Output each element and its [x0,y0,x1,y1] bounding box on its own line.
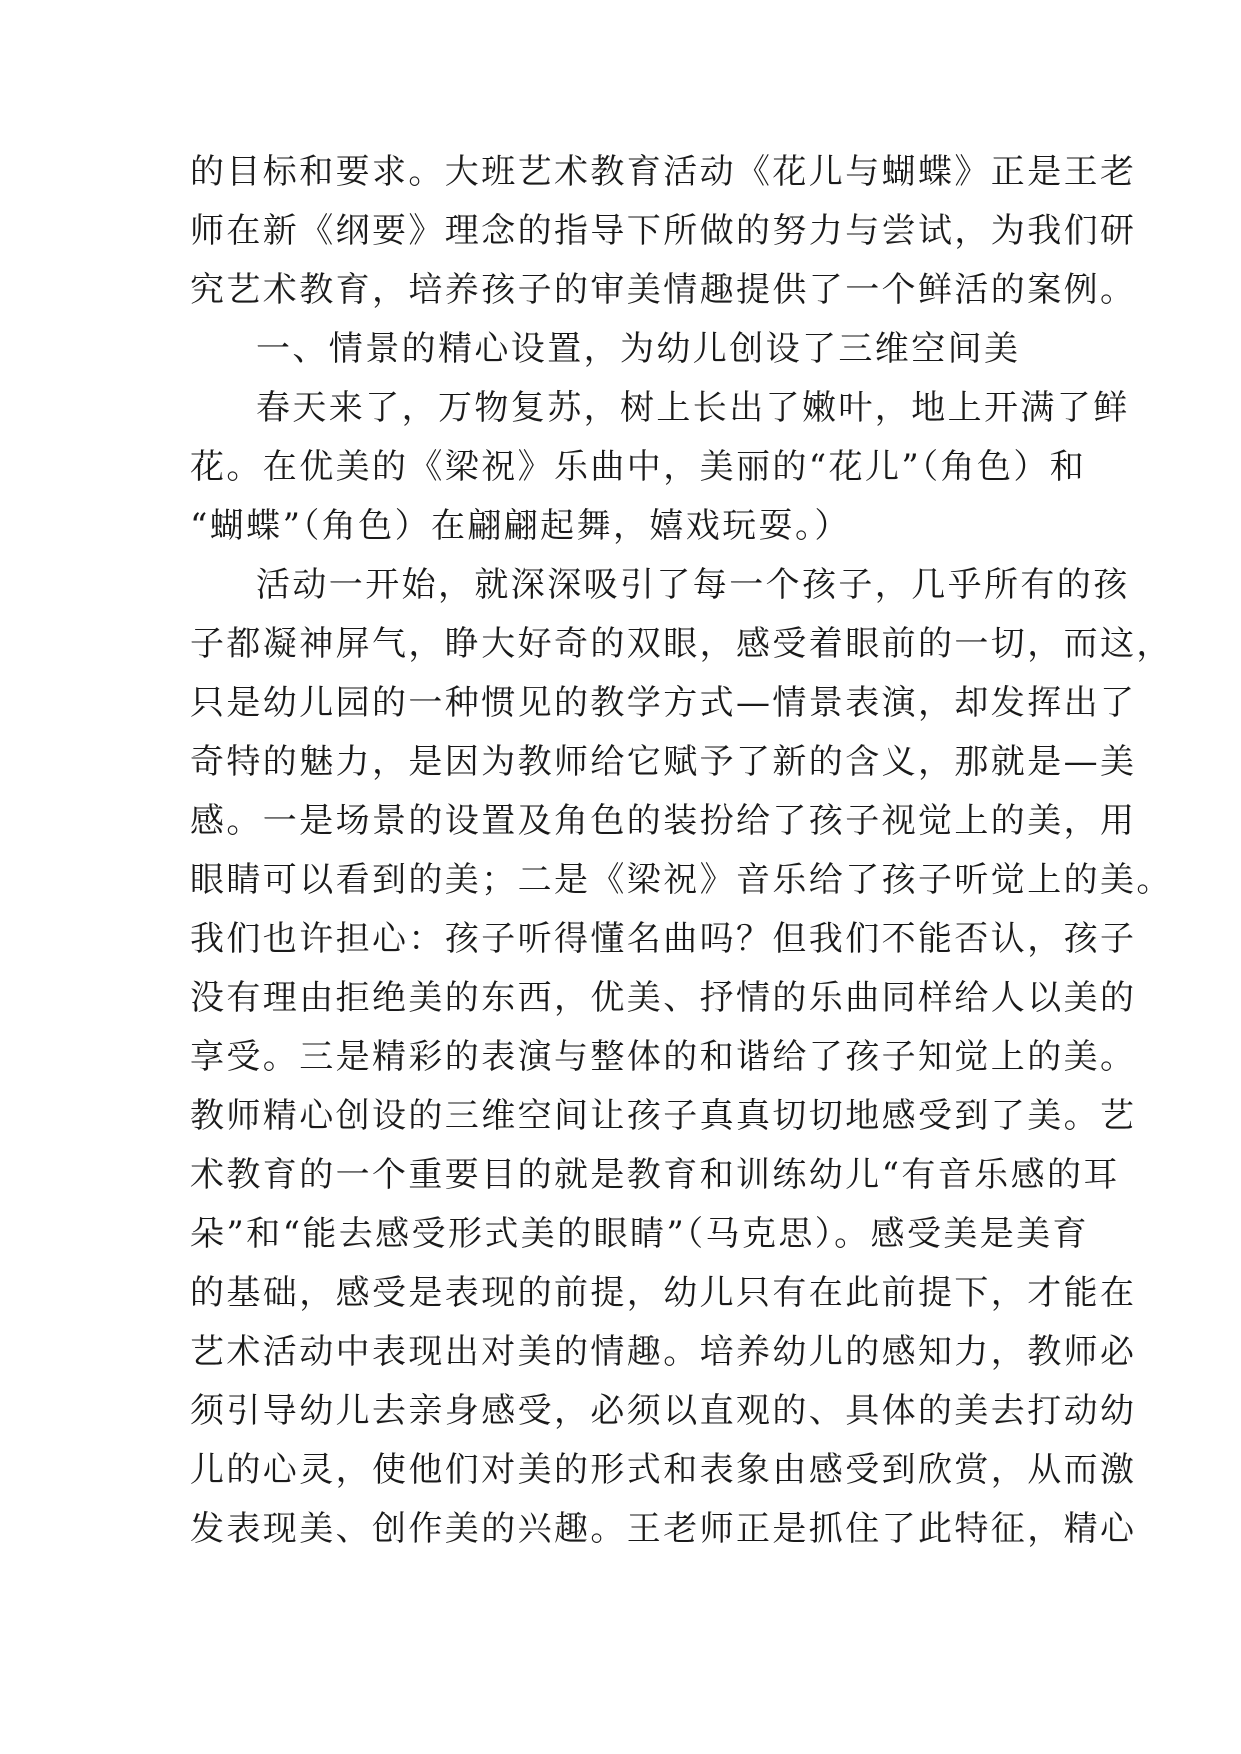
text-line: 子都凝神屏气，睁大好奇的双眼，感受着眼前的一切，而这， [190,624,1173,664]
text-line: 教师精心创设的三维空间让孩子真真切切地感受到了美。艺 [190,1096,1137,1136]
text-line: 享受。三是精彩的表演与整体的和谐给了孩子知觉上的美。 [190,1037,1137,1077]
text-line: 朵”和“能去感受形式美的眼睛”（马克思）。感受美是美育 [190,1214,1089,1254]
text-line: 发表现美、创作美的兴趣。王老师正是抓住了此特征，精心 [190,1509,1137,1549]
text-line: 没有理由拒绝美的东西，优美、抒情的乐曲同样给人以美的 [190,978,1137,1018]
document-body [190,143,1173,1559]
text-line: 的目标和要求。大班艺术教育活动《花儿与蝴蝶》正是王老 [190,152,1137,192]
text-line: 的基础，感受是表现的前提，幼儿只有在此前提下，才能在 [190,1273,1137,1313]
text-line: 儿的心灵，使他们对美的形式和表象由感受到欣赏，从而激 [190,1450,1137,1490]
text-line: 艺术活动中表现出对美的情趣。培养幼儿的感知力，教师必 [190,1332,1137,1372]
text-line: 活动一开始，就深深吸引了每一个孩子，几乎所有的孩 [256,565,1130,605]
text-line: 术教育的一个重要目的就是教育和训练幼儿“有音乐感的耳 [190,1155,1120,1195]
text-line: 须引导幼儿去亲身感受，必须以直观的、具体的美去打动幼 [190,1391,1137,1431]
text-line: 花。在优美的《梁祝》乐曲中，美丽的“花儿”（角色）和 [190,447,1087,487]
text-line: 只是幼儿园的一种惯见的教学方式—情景表演，却发挥出了 [190,683,1137,723]
text-line: 我们也许担心：孩子听得懂名曲吗？但我们不能否认，孩子 [190,919,1137,959]
text-line: 师在新《纲要》理念的指导下所做的努力与尝试，为我们研 [190,211,1137,251]
text-line: 春天来了，万物复苏，树上长出了嫩叶，地上开满了鲜 [256,388,1130,428]
text-line: 感。一是场景的设置及角色的装扮给了孩子视觉上的美，用 [190,801,1137,841]
text-line: 奇特的魅力，是因为教师给它赋予了新的含义，那就是—美 [190,742,1137,782]
section-heading: 一、情景的精心设置，为幼儿创设了三维空间美 [256,329,1021,369]
text-line: 眼睛可以看到的美；二是《梁祝》音乐给了孩子听觉上的美。 [190,860,1173,900]
text-line: 究艺术教育，培养孩子的审美情趣提供了一个鲜活的案例。 [190,270,1137,310]
text-line: “蝴蝶”（角色）在翩翩起舞，嬉戏玩耍。） [190,506,851,546]
